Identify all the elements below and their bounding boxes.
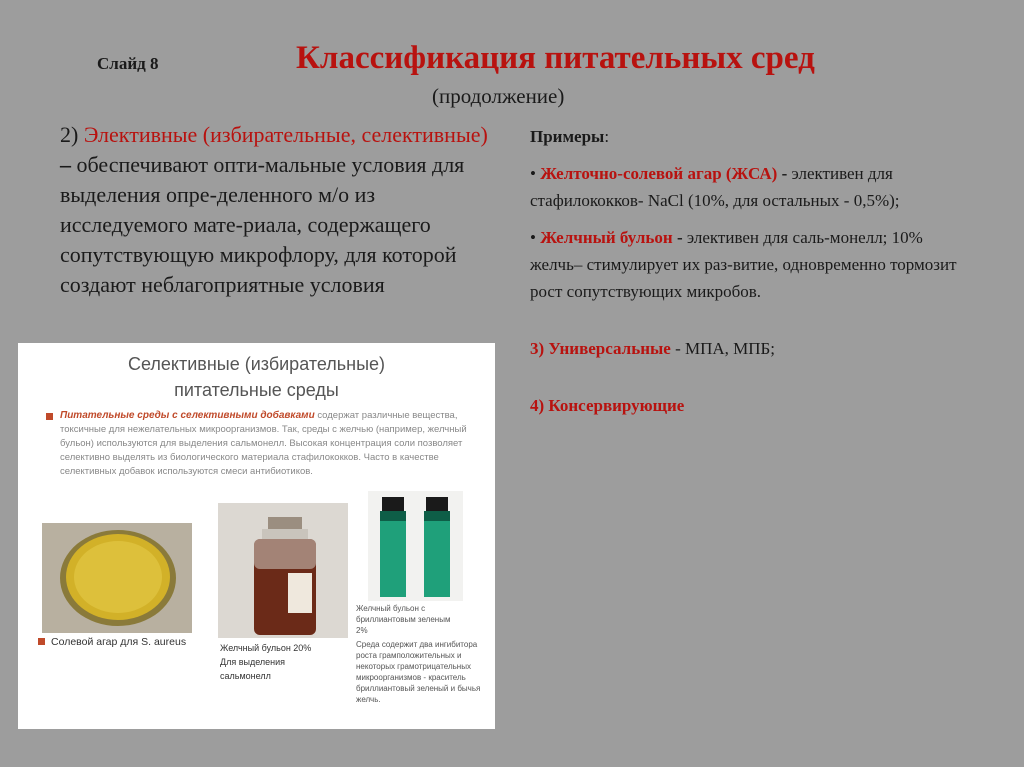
examples-block [530, 123, 970, 429]
caption-green-broth-line3: 2% [356, 626, 368, 635]
universal-media [530, 335, 970, 362]
petri-dish-photo [42, 523, 192, 633]
preserving-media [530, 392, 970, 419]
caption-salt-agar [38, 635, 186, 649]
caption-bile-broth-line3: сальмонелл [220, 671, 271, 681]
example-bile-broth [530, 224, 970, 305]
item-number: 2) [60, 122, 84, 147]
bullet-square-icon [38, 638, 45, 645]
slide-title: Классификация питательных сред [296, 40, 815, 76]
example-egg-salt-agar [530, 160, 970, 214]
universal-desc: - МПА, МПБ; [670, 339, 776, 358]
bullet: • [530, 164, 541, 183]
bile-broth-desc: элективен для саль-монелл; 10% желчь– стимулирует их раз-витие, одновременно тормозит рост сопутствующих микробов. [530, 228, 957, 301]
picture-bullet-text [60, 409, 480, 479]
preserving-term: 4) Консервирующие [530, 396, 685, 415]
caption-green-broth-line2: бриллиантовым зеленым [356, 615, 451, 624]
examples-label: Примеры [530, 127, 605, 146]
dash: - [672, 228, 687, 247]
bullet-body: содержат различные вещества, токсичные для нежелательных микроорганизмов. Так, среды с желчью (например, желчный бульон) используются для выделения сальмонелл. Высокая концентрация соли позволяет селективно выделять из биологического материала стафилококков. Часто в качестве селективных добавок используются смеси антибиотиков. [60, 410, 467, 477]
caption-bile-broth [220, 641, 311, 683]
elective-definition [60, 120, 490, 300]
caption-bile-broth-line2: Для выделения [220, 657, 286, 667]
bullet: • [530, 228, 541, 247]
bullet-square-icon [46, 413, 53, 420]
caption-green-broth [356, 603, 486, 636]
egg-salt-agar-term: Желточно-солевой агар (ЖСА) [540, 164, 778, 183]
universal-term: 3) Универсальные [530, 339, 671, 358]
picture-title-line1: Селективные (избирательные) [127, 354, 386, 374]
elective-term: Элективные (избирательные, селективные) [83, 122, 488, 147]
bile-broth-bottle-photo [218, 503, 348, 638]
slide-subtitle: (продолжение) [432, 84, 565, 108]
examples-colon: : [604, 127, 610, 146]
green-tubes-photo [368, 491, 463, 601]
egg-salt-agar-desc: элективен для стафилококков- NaCl (10%, для остальных - 0,5%); [530, 164, 900, 210]
selective-media-picture [18, 343, 495, 729]
bullet-heading: Питательные среды с селективными добавками [60, 410, 315, 421]
caption-bile-broth-line1: Желчный бульон 20% [220, 643, 312, 653]
picture-title-line2: питательные среды [174, 380, 339, 400]
bile-broth-term: Желчный бульон [540, 228, 673, 247]
dash: - [777, 164, 792, 183]
caption-green-broth-details: Среда содержит два ингибитора роста грамположительных и некоторых грамотрицательных микроорганизмов - краситель бриллиантовый зеленый и бычья желчь. [356, 640, 481, 704]
caption-green-broth-line1: Желчный бульон с [356, 604, 426, 613]
dash: – [60, 152, 77, 177]
slide-number: Слайд 8 [97, 54, 159, 73]
caption-salt-agar-text: Солевой агар для S. aureus [51, 636, 187, 648]
elective-description: обеспечивают опти-мальные условия для выделения опре-деленного м/о из исследуемого мате-риала, содержащего сопутствующую микрофлору, для которой создают неблагоприятные условия [60, 152, 465, 297]
